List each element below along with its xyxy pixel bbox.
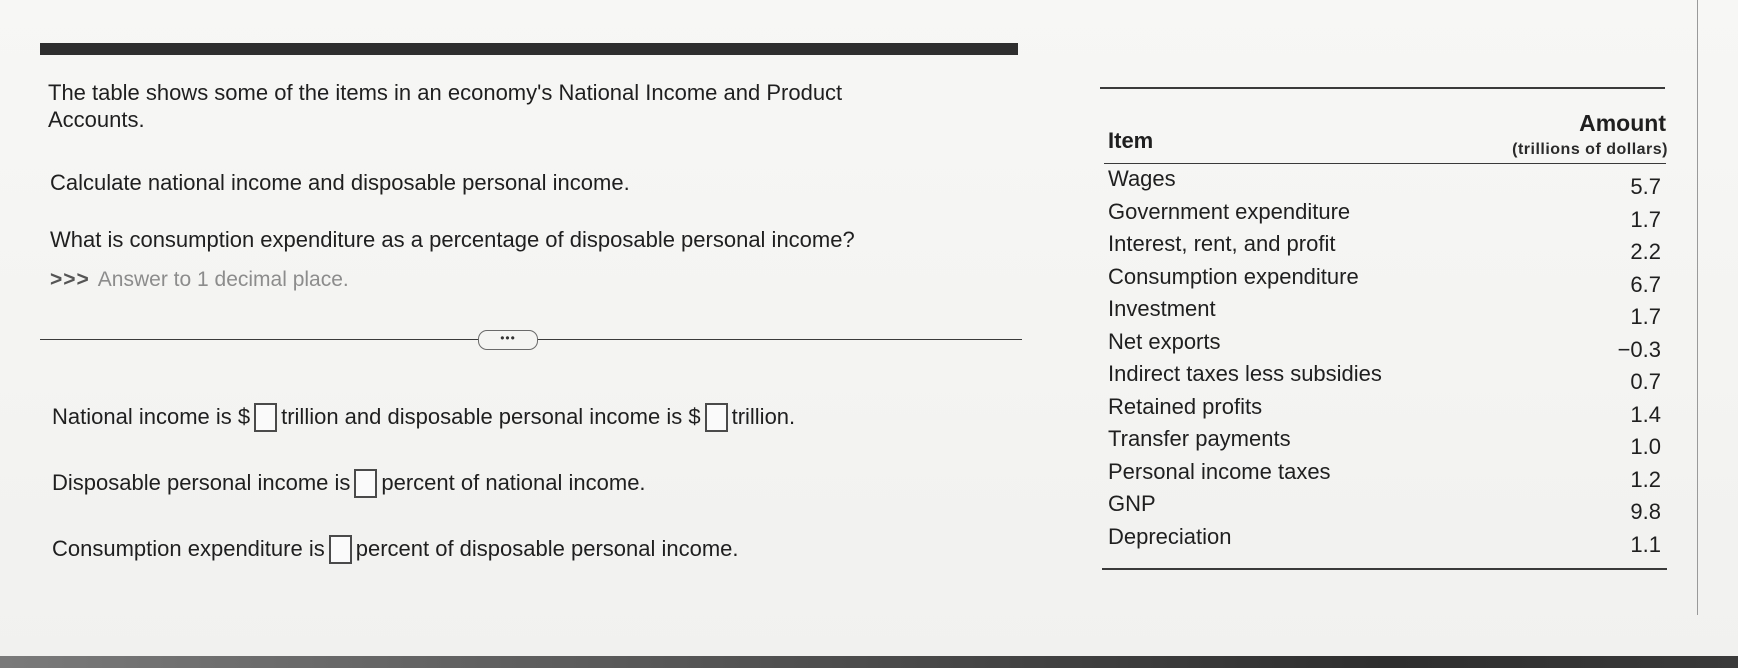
national-income-input[interactable] (254, 403, 277, 432)
row-item: GNP (1108, 491, 1156, 516)
row-item: Personal income taxes (1108, 458, 1331, 484)
hint-arrows: >>> (50, 268, 90, 291)
table-header-item: Item (1108, 128, 1154, 153)
question-prompt: What is consumption expenditure as a percentage of disposable personal income? (50, 227, 855, 252)
row-amount: 1.0 (1630, 434, 1661, 459)
row-item: Consumption expenditure (1108, 263, 1359, 289)
row-item: Depreciation (1108, 523, 1232, 549)
row-amount: 1.4 (1630, 401, 1661, 427)
table-row (1108, 164, 1666, 197)
row-amount: 1.2 (1630, 466, 1661, 492)
table-row (1108, 489, 1666, 522)
question-intro-line1: The table shows some of the items in an economy's National Income and Product (48, 80, 843, 105)
row-amount: −0.3 (1617, 336, 1661, 362)
table-row (1108, 392, 1666, 425)
table-top-rule (1100, 87, 1665, 89)
table-row (1108, 229, 1666, 262)
hint-text: Answer to 1 decimal place. (97, 268, 349, 291)
row-amount: 0.7 (1630, 369, 1661, 394)
table-row (1108, 327, 1666, 360)
answer-text: trillion. (731, 404, 796, 429)
answer-text: National income is $ (52, 404, 251, 429)
table-row (1108, 294, 1666, 327)
table-row (1108, 359, 1666, 392)
row-item: Wages (1108, 166, 1176, 191)
row-amount: 2.2 (1630, 239, 1661, 264)
row-item: Retained profits (1108, 393, 1263, 419)
consumption-percent-input[interactable] (329, 535, 352, 564)
row-item: Interest, rent, and profit (1108, 231, 1336, 256)
row-item: Government expenditure (1108, 198, 1351, 224)
table-header-units: (trillions of dollars) (1512, 141, 1668, 158)
row-amount: 1.1 (1630, 531, 1661, 557)
answer-line-disposable-percent (52, 468, 646, 498)
question-header-bar (40, 43, 1018, 55)
table-bottom-rule (1102, 568, 1667, 570)
question-task: Calculate national income and disposable personal income. (50, 170, 630, 195)
row-amount: 6.7 (1630, 271, 1661, 297)
table-row (1108, 197, 1666, 230)
answer-text: percent of disposable personal income. (355, 536, 739, 561)
row-amount: 5.7 (1630, 174, 1661, 199)
row-item: Transfer payments (1108, 426, 1291, 451)
table-row (1108, 522, 1666, 555)
table-header-amount: Amount (1579, 110, 1666, 136)
table-body (1108, 164, 1666, 557)
answer-text: percent of national income. (381, 470, 646, 495)
answer-text: trillion and disposable personal income is $ (281, 404, 701, 429)
row-item: Indirect taxes less subsidies (1108, 361, 1382, 386)
answer-text: Disposable personal income is (52, 470, 351, 495)
expand-more-button[interactable]: ••• (478, 330, 538, 350)
row-item: Net exports (1108, 328, 1221, 354)
row-item: Investment (1108, 296, 1216, 321)
row-amount: 1.7 (1630, 304, 1661, 329)
table-row (1108, 457, 1666, 490)
answer-line-national-income (52, 402, 795, 432)
answer-hint (50, 268, 349, 292)
table-row (1108, 424, 1666, 457)
table-row (1108, 262, 1666, 295)
disposable-percent-input[interactable] (354, 469, 377, 498)
page-edge (1697, 0, 1698, 615)
scan-shadow (0, 656, 1738, 668)
answer-line-consumption-percent (52, 534, 739, 564)
row-amount: 9.8 (1630, 499, 1661, 524)
disposable-income-input[interactable] (705, 403, 728, 432)
answer-text: Consumption expenditure is (52, 536, 325, 561)
question-intro-line2: Accounts. (48, 107, 145, 132)
row-amount: 1.7 (1630, 206, 1661, 232)
